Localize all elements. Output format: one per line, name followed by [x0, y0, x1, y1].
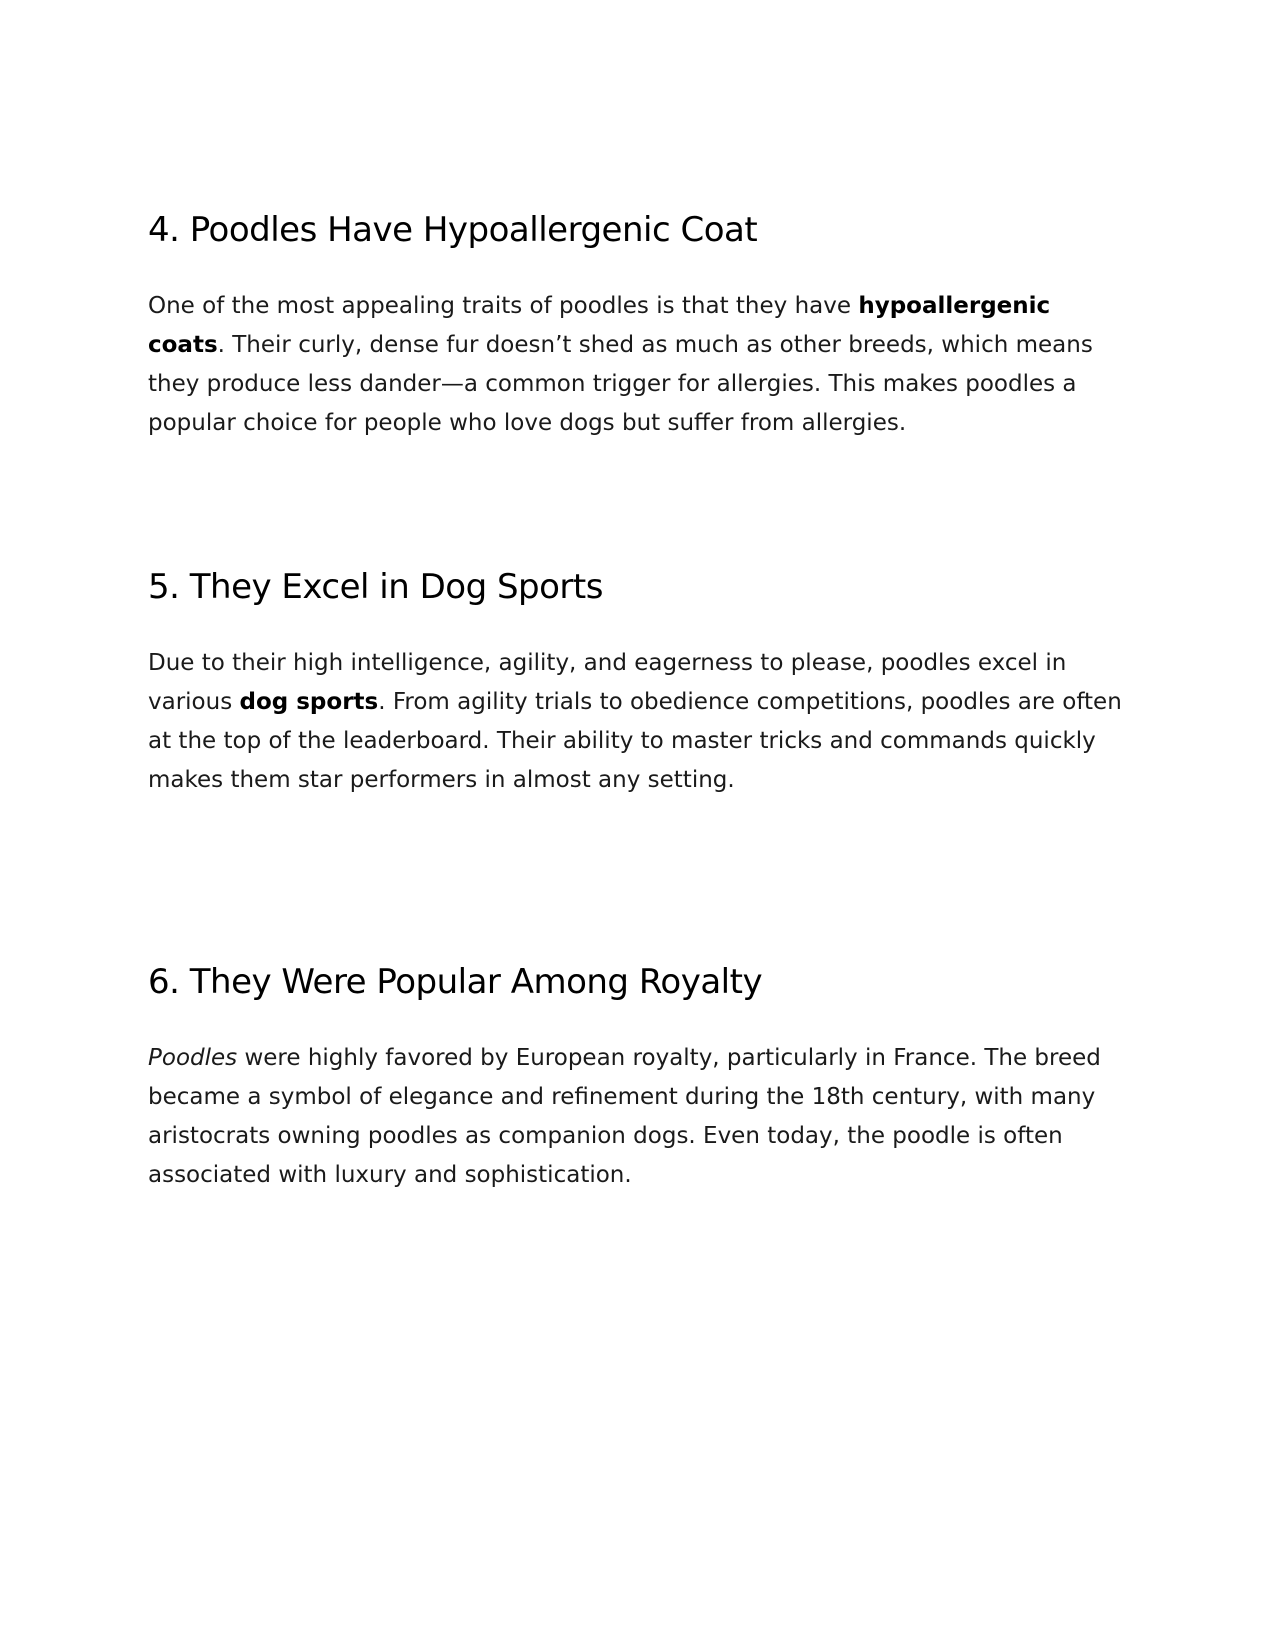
paragraph-text: . Their curly, dense fur doesn’t shed as much as other breeds, which means they produce less dander—a common trigger for allergies. This makes poodles a popular choice for people who love dogs but suffer from allergies. — [148, 332, 1093, 436]
paragraph-text: One of the most appealing traits of poodles is that they have — [148, 293, 859, 319]
section-paragraph — [148, 1039, 1128, 1195]
bold-phrase: hypoallergenic coats — [148, 293, 1051, 358]
bold-phrase: dog sports — [239, 689, 379, 715]
section-hypoallergenic-coat — [148, 208, 1128, 443]
section-paragraph — [148, 287, 1128, 443]
paragraph-text: were highly favored by European royalty, particularly in France. The breed became a symbol of elegance and refinement during the 18th century, with many aristocrats owning poodles as companion dogs. Even today, the poodle is often associated with luxury and sophistication. — [148, 1045, 1101, 1188]
section-heading: 5. They Excel in Dog Sports — [148, 567, 603, 607]
section-heading: 6. They Were Popular Among Royalty — [148, 962, 763, 1002]
section-heading: 4. Poodles Have Hypoallergenic Coat — [148, 210, 758, 250]
section-dog-sports — [148, 565, 1128, 800]
section-paragraph — [148, 644, 1128, 800]
paragraph-text: . From agility trials to obedience competitions, poodles are often at the top of the leaderboard. Their ability to master tricks and commands quickly makes them star performers in almost any setting. — [148, 689, 1122, 793]
paragraph-text: Due to their high intelligence, agility, and eagerness to please, poodles excel in various — [148, 650, 1067, 715]
section-royalty — [148, 960, 1128, 1195]
italic-phrase: Poodles — [148, 1045, 238, 1071]
